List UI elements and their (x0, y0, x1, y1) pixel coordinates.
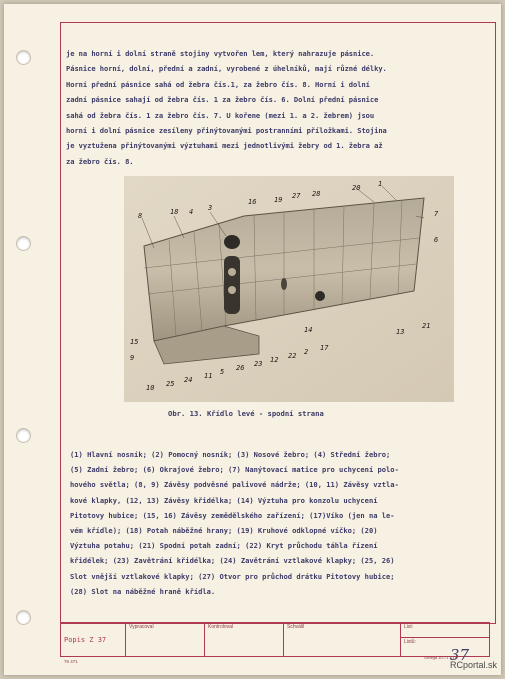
fig-label: 19 (274, 196, 283, 204)
form-code: 76 471 (64, 659, 78, 664)
page-number: 37 (449, 646, 469, 664)
wing-photo (124, 176, 454, 402)
fig-label: 15 (130, 338, 139, 346)
fig-label: 26 (236, 364, 245, 372)
legend-line: vém křídle); (18) Potah náběžné hrany; (19) Kruhové odklopné víčko; (20) (70, 526, 378, 536)
text-line: Pásnice horní, dolní, přední a zadní, vyrobené z úhelníků, mají různé délky. (66, 64, 387, 74)
legend-line: Pitotovy hubice; (15, 16) Závěsy zemědělského zařízení; (17)Víko (jen na le- (70, 510, 395, 520)
watermark: RCportal.sk (449, 660, 497, 670)
doc-id: Popis Z 37 (61, 623, 126, 657)
fig-label: 28 (312, 190, 321, 198)
fig-label: 10 (146, 384, 155, 392)
fig-label: 18 (170, 208, 179, 216)
text-line: sahá od žebra čís. 1 za žebro čís. 7. U kořene (mezi 1. a 2. žebrem) jsou (66, 110, 375, 120)
fig-label: 8 (138, 212, 143, 220)
legend-line: hového světla; (8, 9) Závěsy podvěsné palivové nádrže; (10, 11) Závěsy vztla- (70, 480, 399, 490)
fig-label: 5 (220, 368, 225, 376)
field-vypracoval: Vypracoval (126, 623, 205, 657)
fig-label: 9 (130, 354, 135, 362)
figure-caption: Obr. 13. Křídlo levé - spodní strana (168, 409, 324, 418)
fig-label: 27 (292, 192, 301, 200)
legend-line: kové klapky, (12, 13) Závěsy křidélka; (14) Výztuha pro konzolu uchycení (70, 495, 378, 505)
legend-line: křidélek; (23) Zavětrání křidélka; (24) Zavětrání vztlakové klapky; (25, 26) (70, 556, 395, 566)
field-listu-label: Listů: (404, 639, 416, 645)
text-line: Horní přední pásnice sahá od žebra čís.1, za žebro čís. 8. Horní i dolní (66, 79, 370, 89)
fig-label: 3 (208, 204, 213, 212)
text-line: za žebro čís. 8. (66, 156, 134, 166)
field-kontroloval: Kontroloval (205, 623, 284, 657)
fig-label: 16 (248, 198, 257, 206)
fig-label: 1 (378, 180, 383, 188)
binder-hole (16, 610, 31, 625)
text-line: zadní pásnice sahají od žebra čís. 1 za žebro čís. 6. Dolní přední pásnice (66, 95, 379, 105)
fig-label: 20 (352, 184, 361, 192)
field-list: List: (401, 623, 490, 638)
legend-line: (1) Hlavní nosník; (2) Pomocný nosník; (3) Nosové žebro; (4) Střední žebro; (70, 450, 391, 459)
fig-label: 14 (304, 326, 313, 334)
fig-label: 24 (184, 376, 193, 384)
fig-label: 7 (434, 210, 439, 218)
fig-label: 12 (270, 356, 279, 364)
fig-label: 25 (166, 380, 175, 388)
text-line: je vyztužena přinýtovanými výztuhami mezi jednotlivými žebry od 1. žebra až (66, 141, 383, 151)
fig-label: 4 (189, 208, 194, 216)
binder-hole (16, 236, 31, 251)
printer-mark: Omega 10.71 – 10 (424, 655, 458, 660)
binder-hole (16, 50, 31, 65)
field-schvalil: Schválil (284, 623, 401, 657)
legend-line: Slot vnější vztlakové klapky; (27) Otvor pro průchod drátku Pitotovy hubice; (70, 571, 395, 581)
legend-line: (5) Zadní žebro; (6) Okrajové žebro; (7) Nanýtovací matice pro uchycení polo- (70, 465, 399, 475)
fig-label: 11 (204, 372, 213, 380)
fig-label: 13 (396, 328, 405, 336)
legend-line: (28) Slot na náběžné hraně křídla. (70, 586, 216, 596)
fig-label: 23 (254, 360, 263, 368)
wing-illustration (124, 176, 454, 402)
legend-line: Výztuha potahu; (21) Spodní potah zadní; (22) Kryt průchodu táhla řízení (70, 541, 378, 551)
body-paragraph (66, 46, 478, 169)
fig-label: 6 (434, 236, 439, 244)
fig-label: 2 (304, 348, 309, 356)
fig-label: 17 (320, 344, 329, 352)
binder-hole (16, 428, 31, 443)
figure-legend (70, 447, 480, 599)
text-line: horní i dolní pásnice zesíleny přinýtovanými postranními příložkami. Stojina (66, 126, 387, 136)
fig-label: 22 (288, 352, 297, 360)
fig-label: 21 (422, 322, 431, 330)
text-line: je na horní i dolní straně stojiny vytvořen lem, který nahrazuje pásnice. (66, 49, 375, 58)
